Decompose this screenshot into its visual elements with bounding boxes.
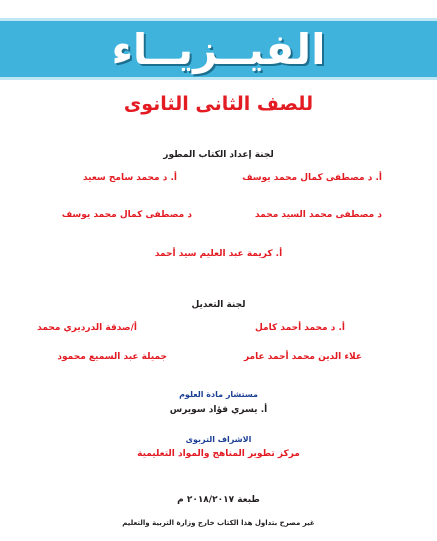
committee-member: أ. د مصطفى كمال محمد يوسف — [242, 173, 382, 183]
committee-member: علاء الدين محمد أحمد عامر — [243, 352, 362, 362]
title-banner — [0, 18, 437, 80]
committee-member: د مصطفى كمال محمد يوسف — [61, 210, 192, 220]
committee-member: أ. كريمة عبد العليم سيد أحمد — [154, 249, 283, 259]
book-subtitle: للصف الثانى الثانوى — [123, 93, 314, 115]
committee-member: د مصطفى محمد السيد محمد — [254, 210, 382, 220]
supervision-label: الاشراف التربوى — [185, 435, 252, 444]
edition: طبعة ٢٠١٨/٢٠١٧ م — [177, 495, 260, 505]
supervision-name: مركز تطوير المناهج والمواد التعليمية — [137, 449, 300, 459]
editing-committee-heading: لجنة التعديل — [191, 300, 246, 310]
committee-member: أ/صدقة الدرديري محمد — [37, 323, 137, 333]
distribution-notice: غير مصرح بتداول هذا الكتاب خارج وزارة التربية والتعليم — [122, 519, 315, 527]
advisor-label: مستشار مادة العلوم — [179, 390, 258, 399]
advisor-name: أ. يسري فؤاد سويرس — [169, 405, 268, 415]
committee-member: أ. د محمد أحمد كامل — [255, 323, 345, 333]
writing-committee-heading: لجنة إعداد الكتاب المطور — [163, 150, 274, 160]
committee-member: أ. د محمد سامح سعيد — [82, 173, 177, 183]
book-title: الفيــزيــاء — [111, 25, 326, 74]
committee-member: جميلة عبد السميع محمود — [57, 352, 167, 362]
